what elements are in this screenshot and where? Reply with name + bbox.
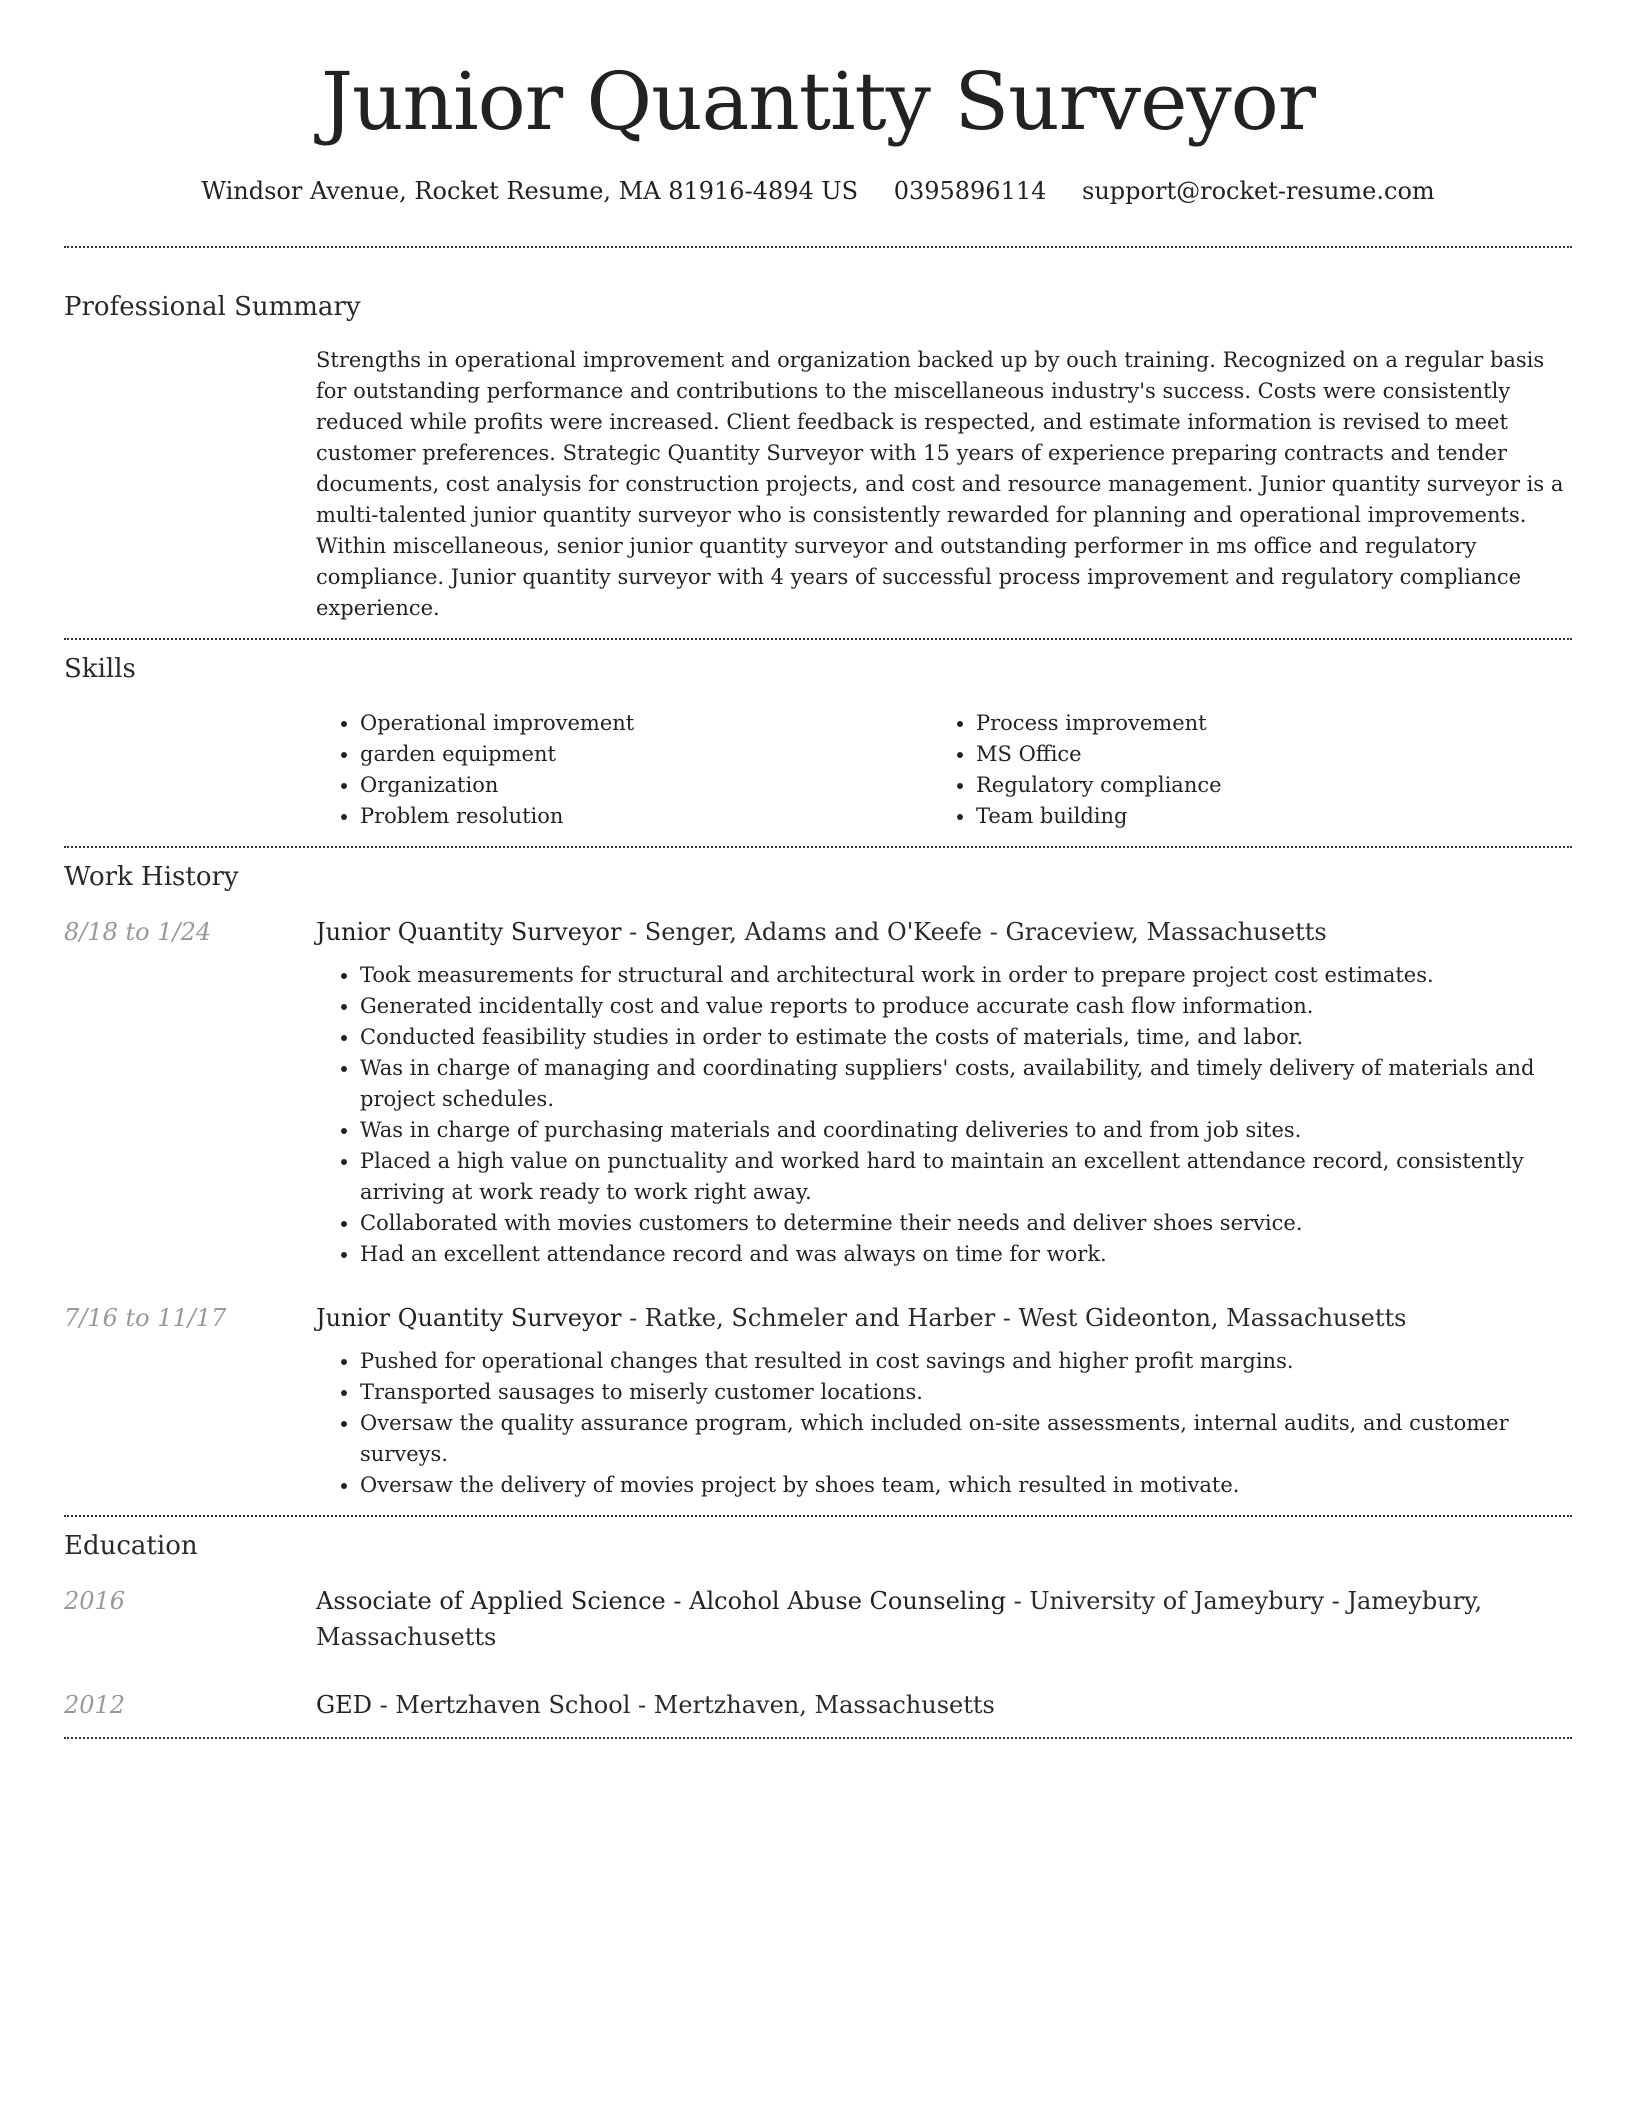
job-bullet: • Was in charge of managing and coordinating suppliers' costs, availability, and timely delivery of materials and project schedules. [360, 1053, 1572, 1115]
job-employer: - Senger, Adams and O'Keefe - Graceview, Massachusetts [621, 918, 1327, 946]
work-heading: Work History [64, 862, 239, 892]
skills-list-left [316, 708, 932, 832]
education-year: 2016 [64, 1587, 126, 1615]
skill-item: • Problem resolution [360, 801, 932, 832]
education-school: - Mertzhaven School - Mertzhaven, Massachusetts [371, 1691, 995, 1719]
job-bullet: • Generated incidentally cost and value reports to produce accurate cash flow information. [360, 991, 1572, 1022]
contact-address: Windsor Avenue, Rocket Resume, MA 81916-4894 US [201, 177, 859, 205]
contact-line [64, 174, 1572, 208]
job-bullet: • Transported sausages to miserly customer locations. [360, 1377, 1572, 1408]
candidate-name: Junior Quantity Surveyor [320, 55, 1316, 148]
contact-phone: 0395896114 [893, 177, 1047, 205]
job-employer: - Ratke, Schmeler and Harber - West Gideonton, Massachusetts [621, 1304, 1407, 1332]
skill-item: • MS Office [976, 739, 1548, 770]
work-section [64, 848, 1572, 1501]
job-role: Junior Quantity Surveyor [316, 918, 622, 946]
education-entry [64, 1687, 1572, 1723]
education-entry [64, 1583, 1572, 1655]
education-section [64, 1517, 1572, 1723]
contact-email: support@rocket-resume.com [1082, 177, 1435, 205]
job-bullet: • Oversaw the delivery of movies project by shoes team, which resulted in motivate. [360, 1470, 1572, 1501]
skill-item: • Organization [360, 770, 932, 801]
summary-text: Strengths in operational improvement and organization backed up by ouch training. Recognized on a regular basis for outstanding performance and contributions to the miscellaneous industry's success. Costs were consistently reduced while profits were increased. Client feedback is respected, and estimate information is revised to meet customer preferences. Strategic Quantity Surveyor with 15 years of experience preparing contracts and tender documents, cost analysis for construction projects, and cost and resource management. Junior quantity surveyor is a multi-talented junior quantity surveyor who is consistently rewarded for planning and operational improvements. Within miscellaneous, senior junior quantity surveyor and outstanding performer in ms office and regulatory compliance. Junior quantity surveyor with 4 years of successful process improvement and regulatory compliance experience. [316, 348, 1564, 620]
job-bullets [316, 1346, 1572, 1501]
skill-item: • Regulatory compliance [976, 770, 1548, 801]
summary-section [64, 248, 1572, 624]
job-bullet: • Took measurements for structural and architectural work in order to prepare project cost estimates. [360, 960, 1572, 991]
skill-item: • Team building [976, 801, 1548, 832]
job-bullet: • Was in charge of purchasing materials and coordinating deliveries to and from job sites. [360, 1115, 1572, 1146]
job-entry [64, 914, 1572, 1270]
skills-grid [316, 708, 1572, 832]
skill-item: • Process improvement [976, 708, 1548, 739]
job-bullet: • Had an excellent attendance record and was always on time for work. [360, 1239, 1572, 1270]
education-heading-line [316, 1583, 1572, 1655]
job-bullet: • Oversaw the quality assurance program, which included on-site assessments, internal audits, and customer surveys. [360, 1408, 1572, 1470]
job-bullet: • Placed a high value on punctuality and worked hard to maintain an excellent attendance record, consistently arriving at work ready to work right away. [360, 1146, 1572, 1208]
job-bullets [316, 960, 1572, 1270]
job-bullet: • Collaborated with movies customers to determine their needs and deliver shoes service. [360, 1208, 1572, 1239]
skill-item: • Operational improvement [360, 708, 932, 739]
skills-heading: Skills [64, 654, 136, 684]
skills-list-right [932, 708, 1548, 832]
education-school: - University of Jameybury - Jameybury, Massachusetts [316, 1587, 1483, 1651]
job-bullet: • Conducted feasibility studies in order to estimate the costs of materials, time, and labor. [360, 1022, 1572, 1053]
education-degree: GED [316, 1691, 372, 1719]
education-year: 2012 [64, 1691, 126, 1719]
education-heading: Education [64, 1531, 198, 1561]
education-heading-line [316, 1687, 1572, 1723]
job-heading [316, 914, 1572, 950]
job-bullet: • Pushed for operational changes that resulted in cost savings and higher profit margins. [360, 1346, 1572, 1377]
summary-heading: Professional Summary [64, 292, 361, 322]
job-dates: 8/18 to 1/24 [64, 918, 212, 946]
job-dates: 7/16 to 11/17 [64, 1304, 227, 1332]
education-degree: Associate of Applied Science - Alcohol Abuse Counseling [316, 1587, 1006, 1615]
divider [64, 1737, 1572, 1739]
skills-section [64, 640, 1572, 832]
job-heading [316, 1300, 1572, 1336]
job-entry [64, 1300, 1572, 1501]
job-role: Junior Quantity Surveyor [316, 1304, 622, 1332]
resume-page [64, 0, 1572, 1739]
skill-item: • garden equipment [360, 739, 932, 770]
